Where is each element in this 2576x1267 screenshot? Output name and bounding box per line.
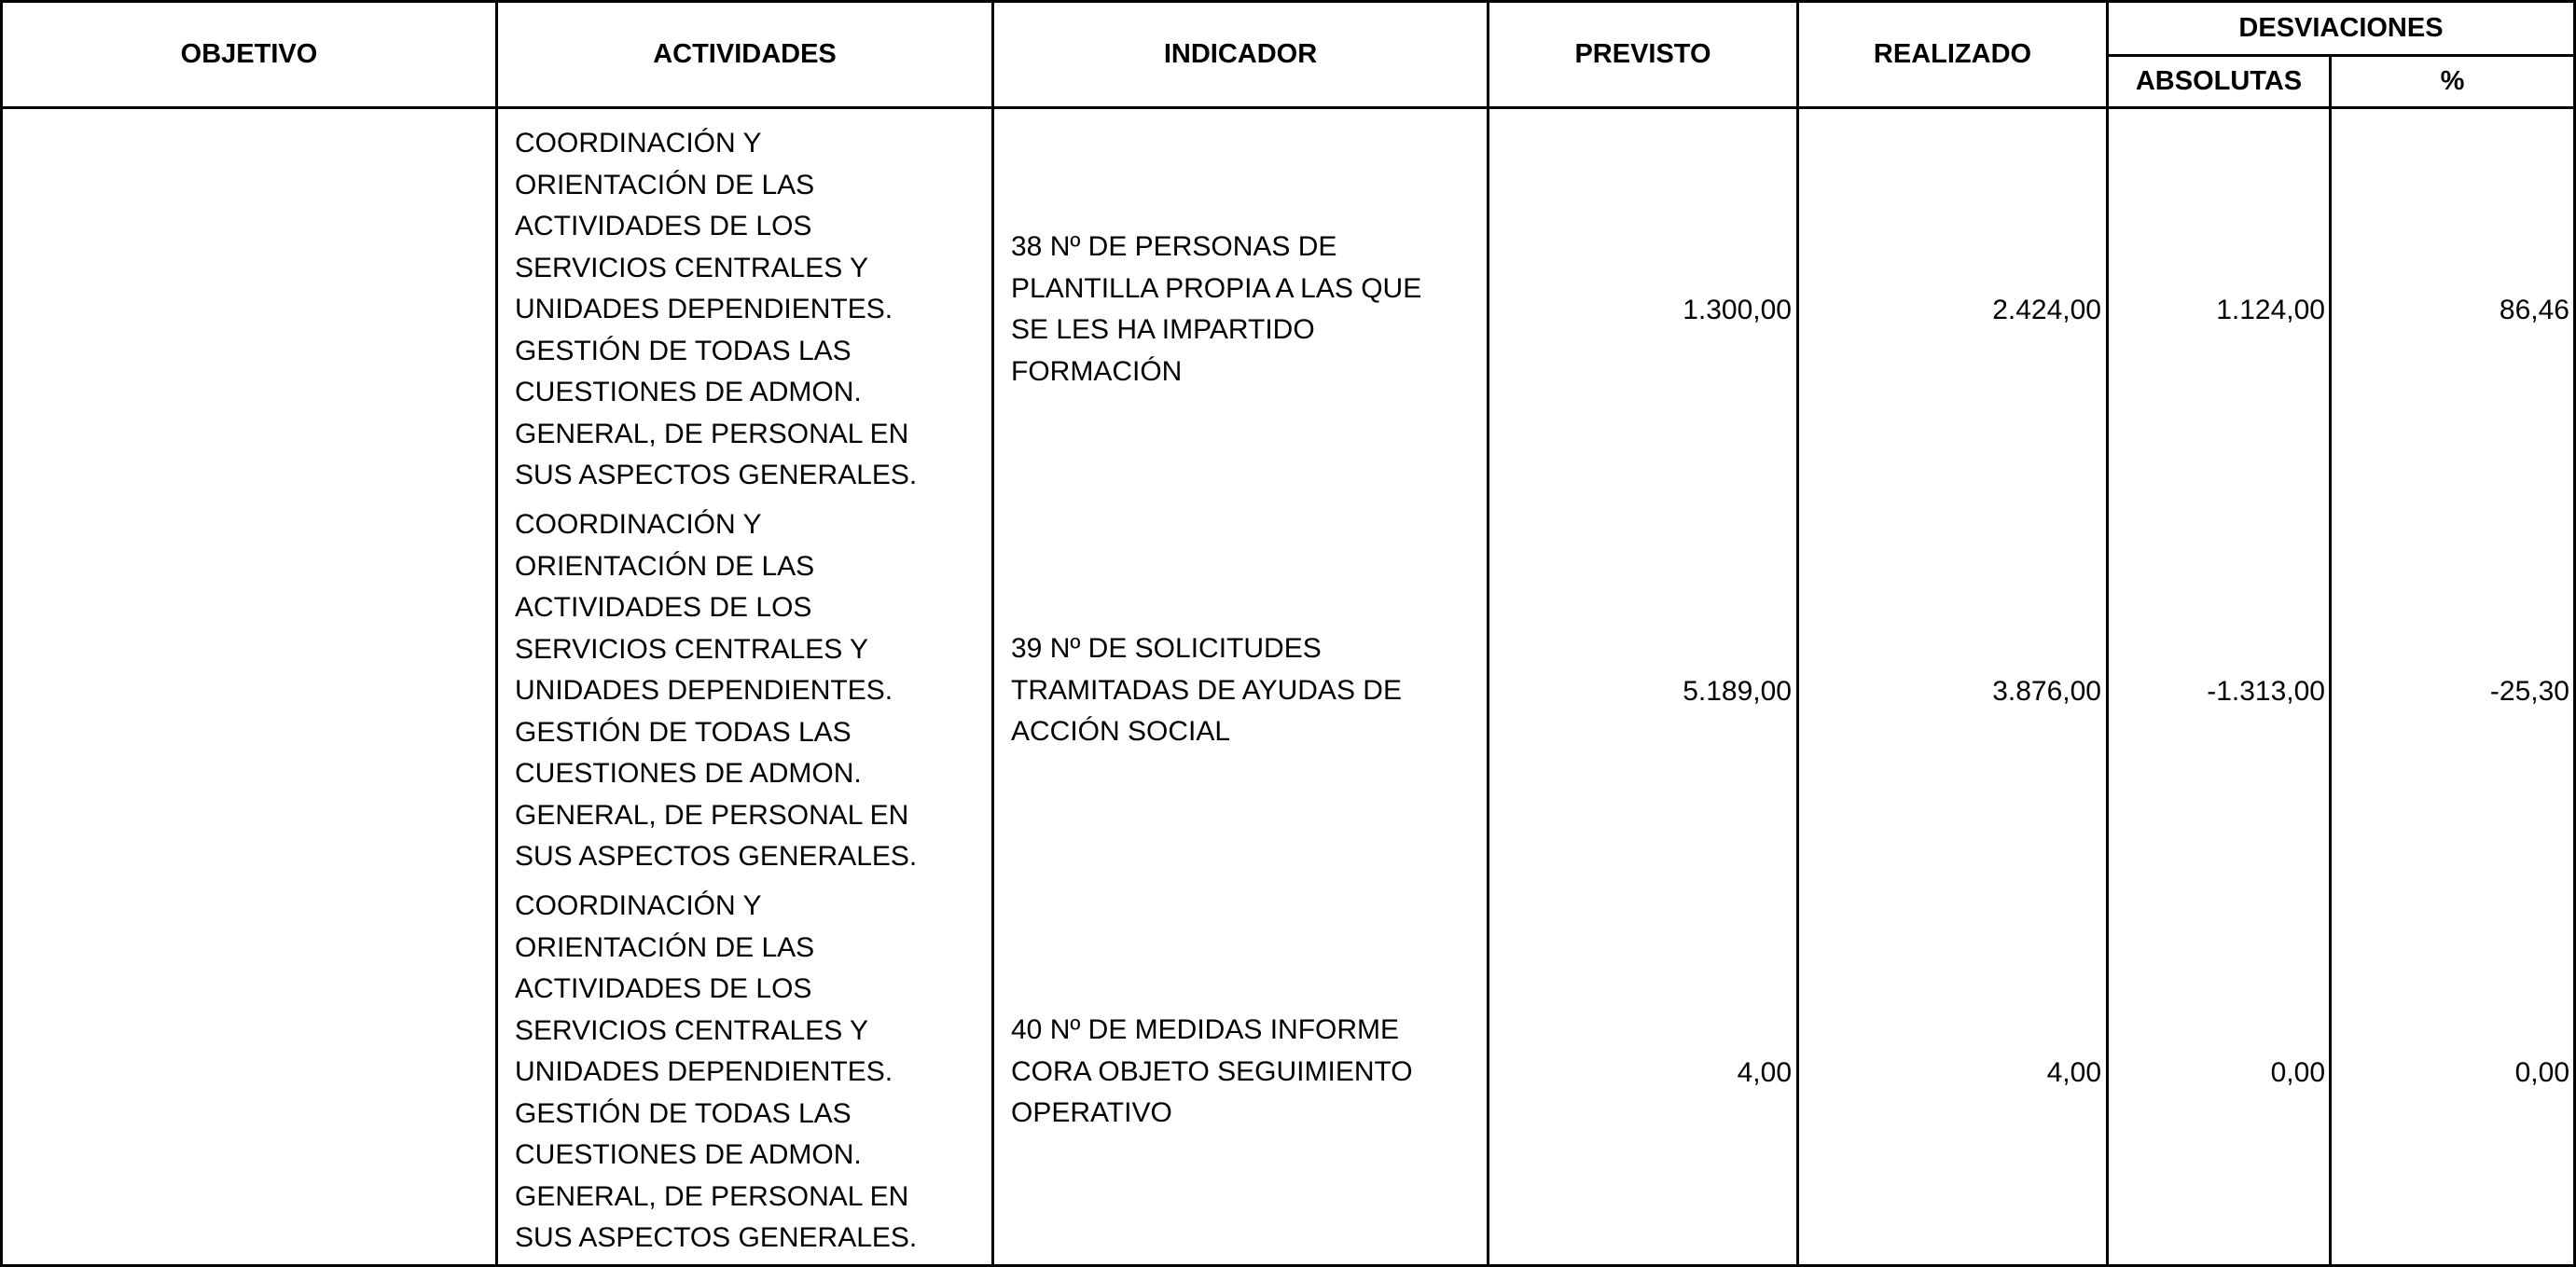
indicador-line: FORMACIÓN — [1011, 355, 1183, 387]
indicador-line: SE LES HA IMPARTIDO — [1011, 314, 1315, 345]
actividades-line: ACTIVIDADES DE LOS — [515, 973, 812, 1004]
table-row-1-actividades — [515, 123, 981, 496]
col-divider-5 — [2106, 0, 2109, 1267]
table-row-2-previsto: 5.189,00 — [1683, 676, 1792, 707]
actividades-line: SUS ASPECTOS GENERALES. — [515, 460, 918, 490]
col-divider-1 — [495, 0, 498, 1267]
table-row-3-absolutas: 0,00 — [2270, 1057, 2325, 1088]
actividades-line: ORIENTACIÓN DE LAS — [515, 931, 815, 963]
actividades-line: GENERAL, DE PERSONAL EN — [515, 1180, 909, 1212]
actividades-line: CUESTIONES DE ADMON. — [515, 758, 862, 789]
actividades-line: UNIDADES DEPENDIENTES. — [515, 294, 893, 324]
actividades-line: GESTIÓN DE TODAS LAS — [515, 335, 852, 366]
header-indicador: INDICADOR — [1163, 39, 1318, 69]
actividades-line: GESTIÓN DE TODAS LAS — [515, 716, 852, 748]
indicador-line: 39 Nº DE SOLICITUDES — [1011, 633, 1322, 665]
table-row-2-actividades — [515, 504, 981, 877]
actividades-line: ACTIVIDADES DE LOS — [515, 592, 812, 623]
table-row-3-indicador — [1011, 886, 1477, 1259]
left-border — [0, 0, 3, 1267]
header-desviaciones: DESVIACIONES — [2238, 13, 2444, 43]
table-row-1-realizado: 2.424,00 — [1992, 295, 2101, 325]
indicador-line: 38 Nº DE PERSONAS DE — [1011, 231, 1337, 262]
col-divider-2 — [991, 0, 994, 1267]
indicador-line: PLANTILLA PROPIA A LAS QUE — [1011, 272, 1422, 304]
actividades-line: SERVICIOS CENTRALES Y — [515, 633, 869, 665]
actividades-line: CUESTIONES DE ADMON. — [515, 377, 862, 407]
actividades-line: UNIDADES DEPENDIENTES. — [515, 1056, 893, 1087]
actividades-line: COORDINACIÓN Y — [515, 128, 762, 158]
actividades-line: ORIENTACIÓN DE LAS — [515, 550, 815, 582]
actividades-line: GENERAL, DE PERSONAL EN — [515, 799, 909, 831]
actividades-line: GESTIÓN DE TODAS LAS — [515, 1097, 852, 1129]
actividades-line: SUS ASPECTOS GENERALES. — [515, 841, 918, 872]
indicador-line: ACCIÓN SOCIAL — [1011, 716, 1231, 748]
table-row-2-indicador — [1011, 504, 1477, 877]
header-actividades: ACTIVIDADES — [653, 39, 837, 69]
table-row-3-actividades — [515, 886, 981, 1259]
actividades-line: ACTIVIDADES DE LOS — [515, 211, 812, 241]
indicador-line: CORA OBJETO SEGUIMIENTO — [1011, 1055, 1413, 1087]
col-divider-3 — [1487, 0, 1489, 1267]
table-row-1-indicador — [1011, 123, 1477, 496]
table-row-3-previsto: 4,00 — [1737, 1057, 1792, 1088]
actividades-line: SUS ASPECTOS GENERALES. — [515, 1222, 918, 1253]
indicador-line: OPERATIVO — [1011, 1097, 1172, 1129]
header-objetivo: OBJETIVO — [180, 39, 318, 69]
indicador-line: TRAMITADAS DE AYUDAS DE — [1011, 674, 1402, 706]
actividades-line: SERVICIOS CENTRALES Y — [515, 1014, 869, 1046]
header-realizado: REALIZADO — [1873, 39, 2032, 69]
col-divider-6 — [2329, 54, 2332, 1267]
table-row-1-absolutas: 1.124,00 — [2216, 295, 2325, 325]
header-previsto: PREVISTO — [1574, 39, 1711, 69]
actividades-line: SERVICIOS CENTRALES Y — [515, 252, 869, 283]
actividades-line: GENERAL, DE PERSONAL EN — [515, 418, 909, 449]
table-row-2-absolutas: -1.313,00 — [2207, 676, 2325, 707]
actividades-line: COORDINACIÓN Y — [515, 890, 762, 921]
actividades-line: ORIENTACIÓN DE LAS — [515, 169, 815, 200]
table-row-1-porcentaje: 86,46 — [2499, 295, 2569, 325]
header-bottom-border — [0, 106, 2576, 109]
actividades-line: COORDINACIÓN Y — [515, 509, 762, 540]
table-row-3-porcentaje: 0,00 — [2514, 1057, 2569, 1088]
header-absolutas: ABSOLUTAS — [2135, 66, 2303, 96]
actividades-line: CUESTIONES DE ADMON. — [515, 1139, 862, 1170]
table-row-2-realizado: 3.876,00 — [1992, 676, 2101, 707]
table-row-3-realizado: 4,00 — [2046, 1057, 2101, 1088]
header-porcentaje: % — [2440, 66, 2465, 96]
col-divider-4 — [1796, 0, 1799, 1267]
table-row-1-previsto: 1.300,00 — [1683, 295, 1792, 325]
indicador-line: 40 Nº DE MEDIDAS INFORME — [1011, 1014, 1400, 1046]
table-row-2-porcentaje: -25,30 — [2489, 676, 2569, 707]
actividades-line: UNIDADES DEPENDIENTES. — [515, 675, 893, 706]
